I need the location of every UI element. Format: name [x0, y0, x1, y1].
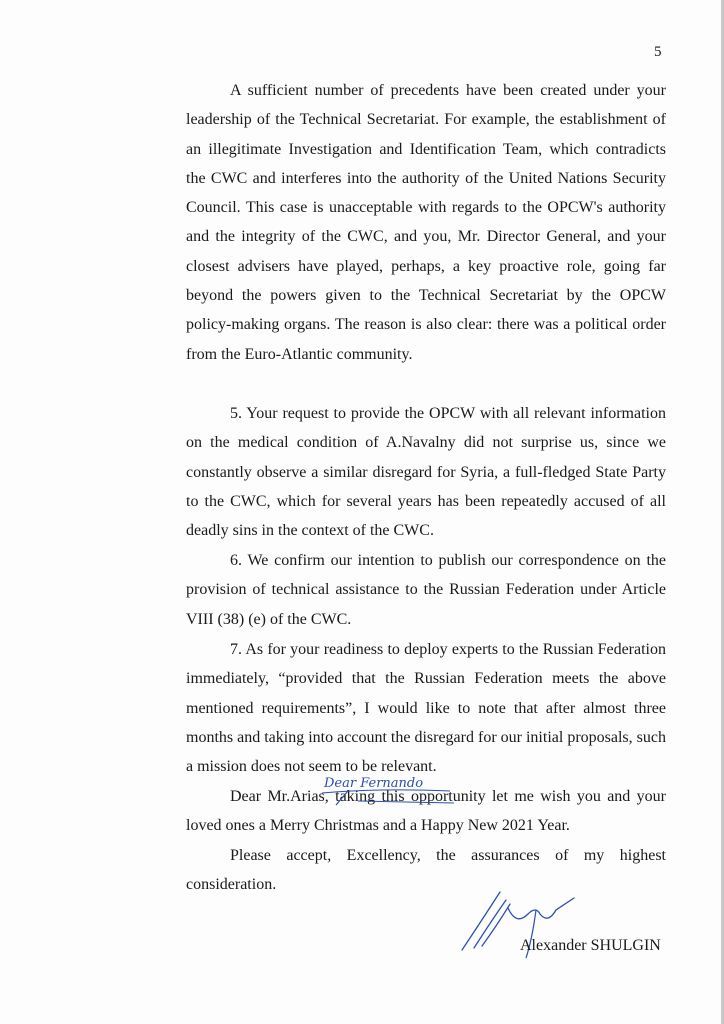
- strikethrough-mark: [358, 801, 454, 803]
- paragraph-precedents: A sufficient number of precedents have been created under your leadership of the Technical Secretariat. For example, the establishment of an illegitimate Investigation and Identification Team, which contradicts the CWC and interferes into the authority of the United Nations Security Council. This case is unacceptable with regards to the OPCW's authority and the integrity of the CWC, and you, Mr. Director General, and your closest advisers have played, perhaps, a key proactive role, going far beyond the powers given to the Technical Secretariat by the OPCW policy-making organs. The reason is also clear: there was a political order from the Euro-Atlantic community.: [186, 82, 666, 363]
- paragraph-closing: Please accept, Excellency, the assurances of my highest consideration.: [186, 847, 666, 894]
- page-number: 5: [654, 44, 662, 60]
- signatory-name: Alexander SHULGIN: [520, 937, 661, 954]
- paragraph-5-navalny: 5. Your request to provide the OPCW with all relevant information on the medical condition of A.Navalny did not surprise us, since we constantly observe a similar disregard for Syria, a full-fledged State Party to the CWC, which for several years has been repeatedly accused of all deadly sins in the context of the CWC.: [186, 405, 666, 540]
- paragraph-7-experts: 7. As for your readiness to deploy experts to the Russian Federation immediately, “provided that the Russian Federation meets the above mentioned requirements”, I would like to note that after almost three months and taking into account the disregard for our initial proposals, such a mission does not seem to be relevant.: [186, 641, 666, 776]
- paragraph-greetings: Dear Mr.Arias, taking this opportunity let me wish you and your loved ones a Merry Christmas and a Happy New 2021 Year.: [186, 788, 666, 835]
- handwritten-insert-text: Dear Fernando: [324, 776, 424, 791]
- paragraph-6-correspondence: 6. We confirm our intention to publish our correspondence on the provision of technical assistance to the Russian Federation under Article VIII (38) (e) of the CWC.: [186, 552, 666, 628]
- insert-caret: [336, 791, 348, 805]
- handwritten-insert: [320, 771, 460, 811]
